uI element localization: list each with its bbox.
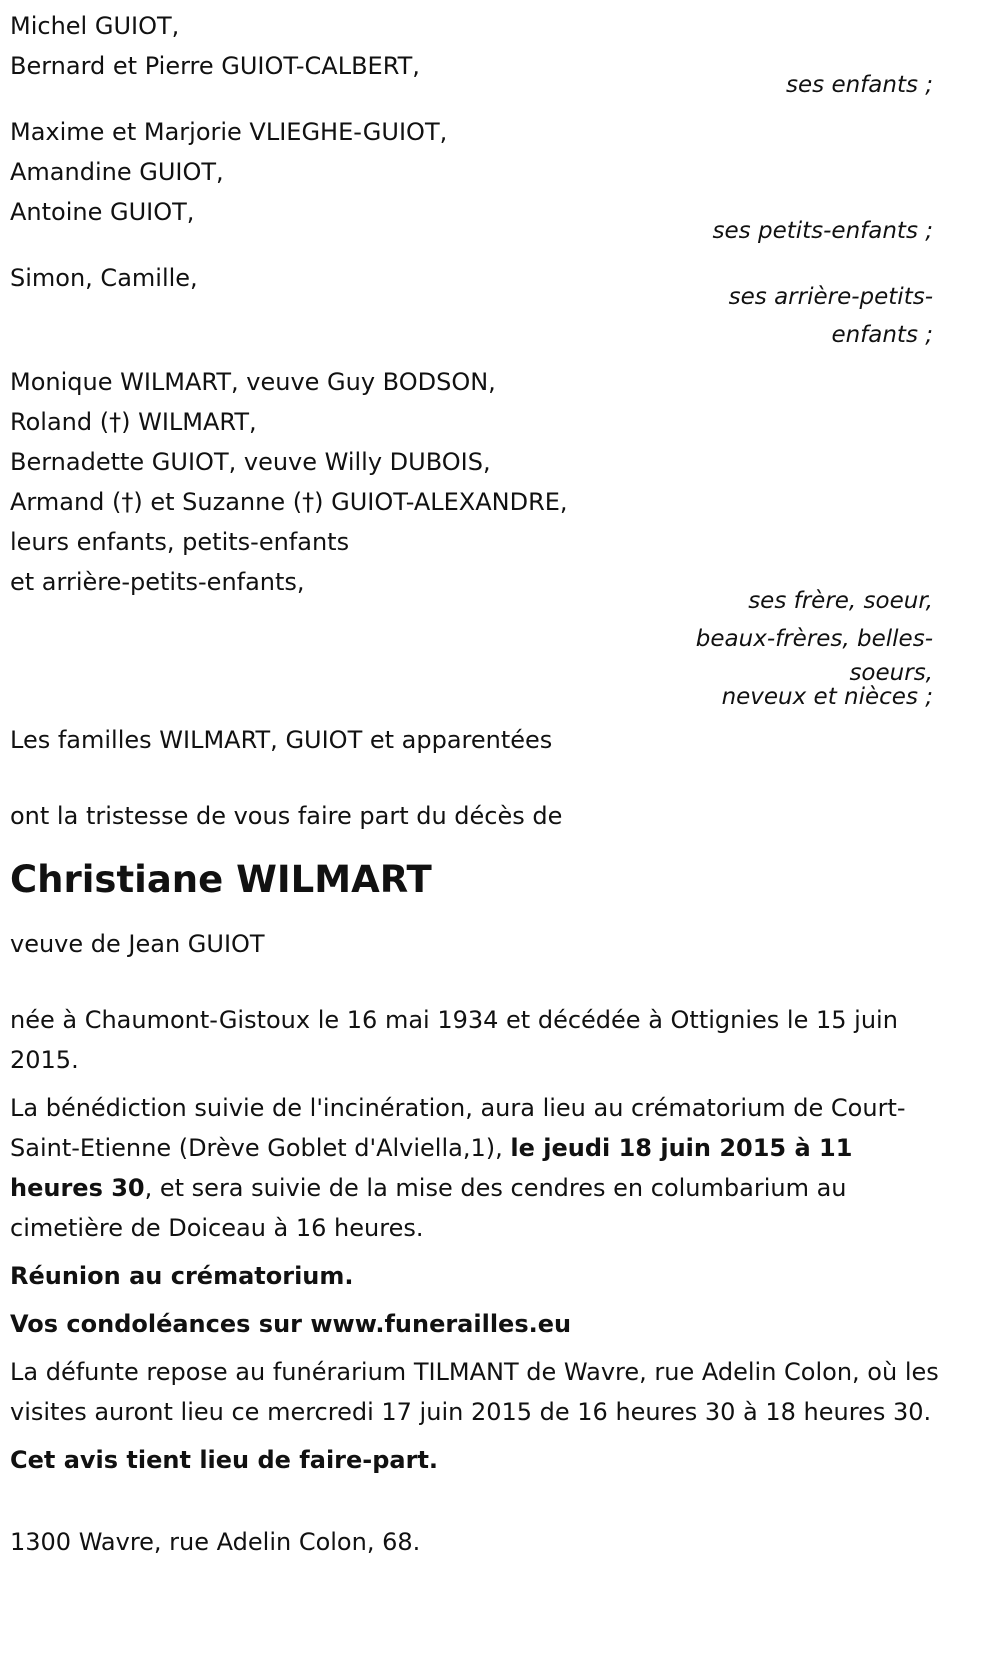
spacer (10, 354, 945, 362)
visitation-paragraph: La défunte repose au funérarium TILMANT de Wavre, rue Adelin Colon, où les visites auront lieu ce mercredi 17 juin 2015 de 16 heures 30 à 18 heures 30. (10, 1358, 939, 1426)
spacer (10, 836, 945, 854)
birth-death-paragraph: née à Chaumont-Gistoux le 16 mai 1934 et décédée à Ottignies le 15 juin 2015. (10, 1006, 898, 1074)
family-member-line: leurs enfants, petits-enfants (10, 528, 350, 556)
spacer (10, 712, 945, 720)
family-member-line: Monique WILMART, veuve Guy BODSON, (10, 368, 496, 396)
family-member-line: Simon, Camille, (10, 264, 198, 292)
family-member-line: Maxime et Marjorie VLIEGHE-GUIOT, (10, 118, 448, 146)
family-member-line: et arrière-petits-enfants, (10, 568, 305, 596)
spacer (10, 250, 945, 258)
notice-statement: Cet avis tient lieu de faire-part. (10, 1446, 439, 1474)
deceased-name: Christiane WILMART (10, 858, 432, 901)
great-grandchildren-relationship-label-line: enfants ; (831, 322, 933, 348)
family-member-line: Armand (†) et Suzanne (†) GUIOT-ALEXANDRE, (10, 488, 568, 516)
spacer (10, 760, 945, 796)
grandchildren-relationship-label: ses petits-enfants ; (712, 218, 933, 244)
obituary-notice (10, 6, 945, 1562)
siblings-group (10, 362, 945, 712)
siblings-relationship-label-line: ses frère, soeur, (748, 588, 933, 614)
ceremony-paragraph (10, 1088, 945, 1248)
grandchildren-group (10, 112, 945, 250)
condolences-notice: Vos condoléances sur www.funerailles.eu (10, 1310, 572, 1338)
announcement-intro: ont la tristesse de vous faire part du décès de (10, 802, 563, 830)
great-grandchildren-group (10, 258, 945, 354)
ceremony-text-after: , et sera suivie de la mise des cendres en columbarium au cimetière de Doiceau à 16 heures. (10, 1174, 847, 1242)
families-line: Les familles WILMART, GUIOT et apparentées (10, 726, 553, 754)
widow-line: veuve de Jean GUIOT (10, 930, 265, 958)
children-relationship-label: ses enfants ; (786, 72, 933, 98)
family-member-line: Michel GUIOT, (10, 12, 180, 40)
spacer (10, 906, 945, 924)
children-group (10, 6, 945, 104)
siblings-relationship-label-line: beaux-frères, belles- (695, 626, 933, 652)
spacer (10, 1480, 945, 1522)
address-line: 1300 Wavre, rue Adelin Colon, 68. (10, 1528, 421, 1556)
ceremony-text-before: La bénédiction suivie de l'incinération, aura lieu au crématorium de Court-Saint-Etienne (Drève Goblet d'Alviella,1), (10, 1094, 906, 1162)
ceremony-date-time: le jeudi 18 juin 2015 à 11 heures 30 (10, 1134, 853, 1202)
family-member-line: Bernard et Pierre GUIOT-CALBERT, (10, 52, 420, 80)
siblings-relationship-label-line: soeurs, (849, 660, 933, 686)
spacer (10, 104, 945, 112)
family-member-line: Bernadette GUIOT, veuve Willy DUBOIS, (10, 448, 491, 476)
great-grandchildren-relationship-label-line: ses arrière-petits- (728, 284, 933, 310)
meeting-notice: Réunion au crématorium. (10, 1262, 354, 1290)
siblings-relationship-label-line: neveux et nièces ; (721, 684, 933, 710)
family-member-line: Amandine GUIOT, (10, 158, 224, 186)
spacer (10, 964, 945, 1000)
family-member-line: Roland (†) WILMART, (10, 408, 257, 436)
family-member-line: Antoine GUIOT, (10, 198, 195, 226)
